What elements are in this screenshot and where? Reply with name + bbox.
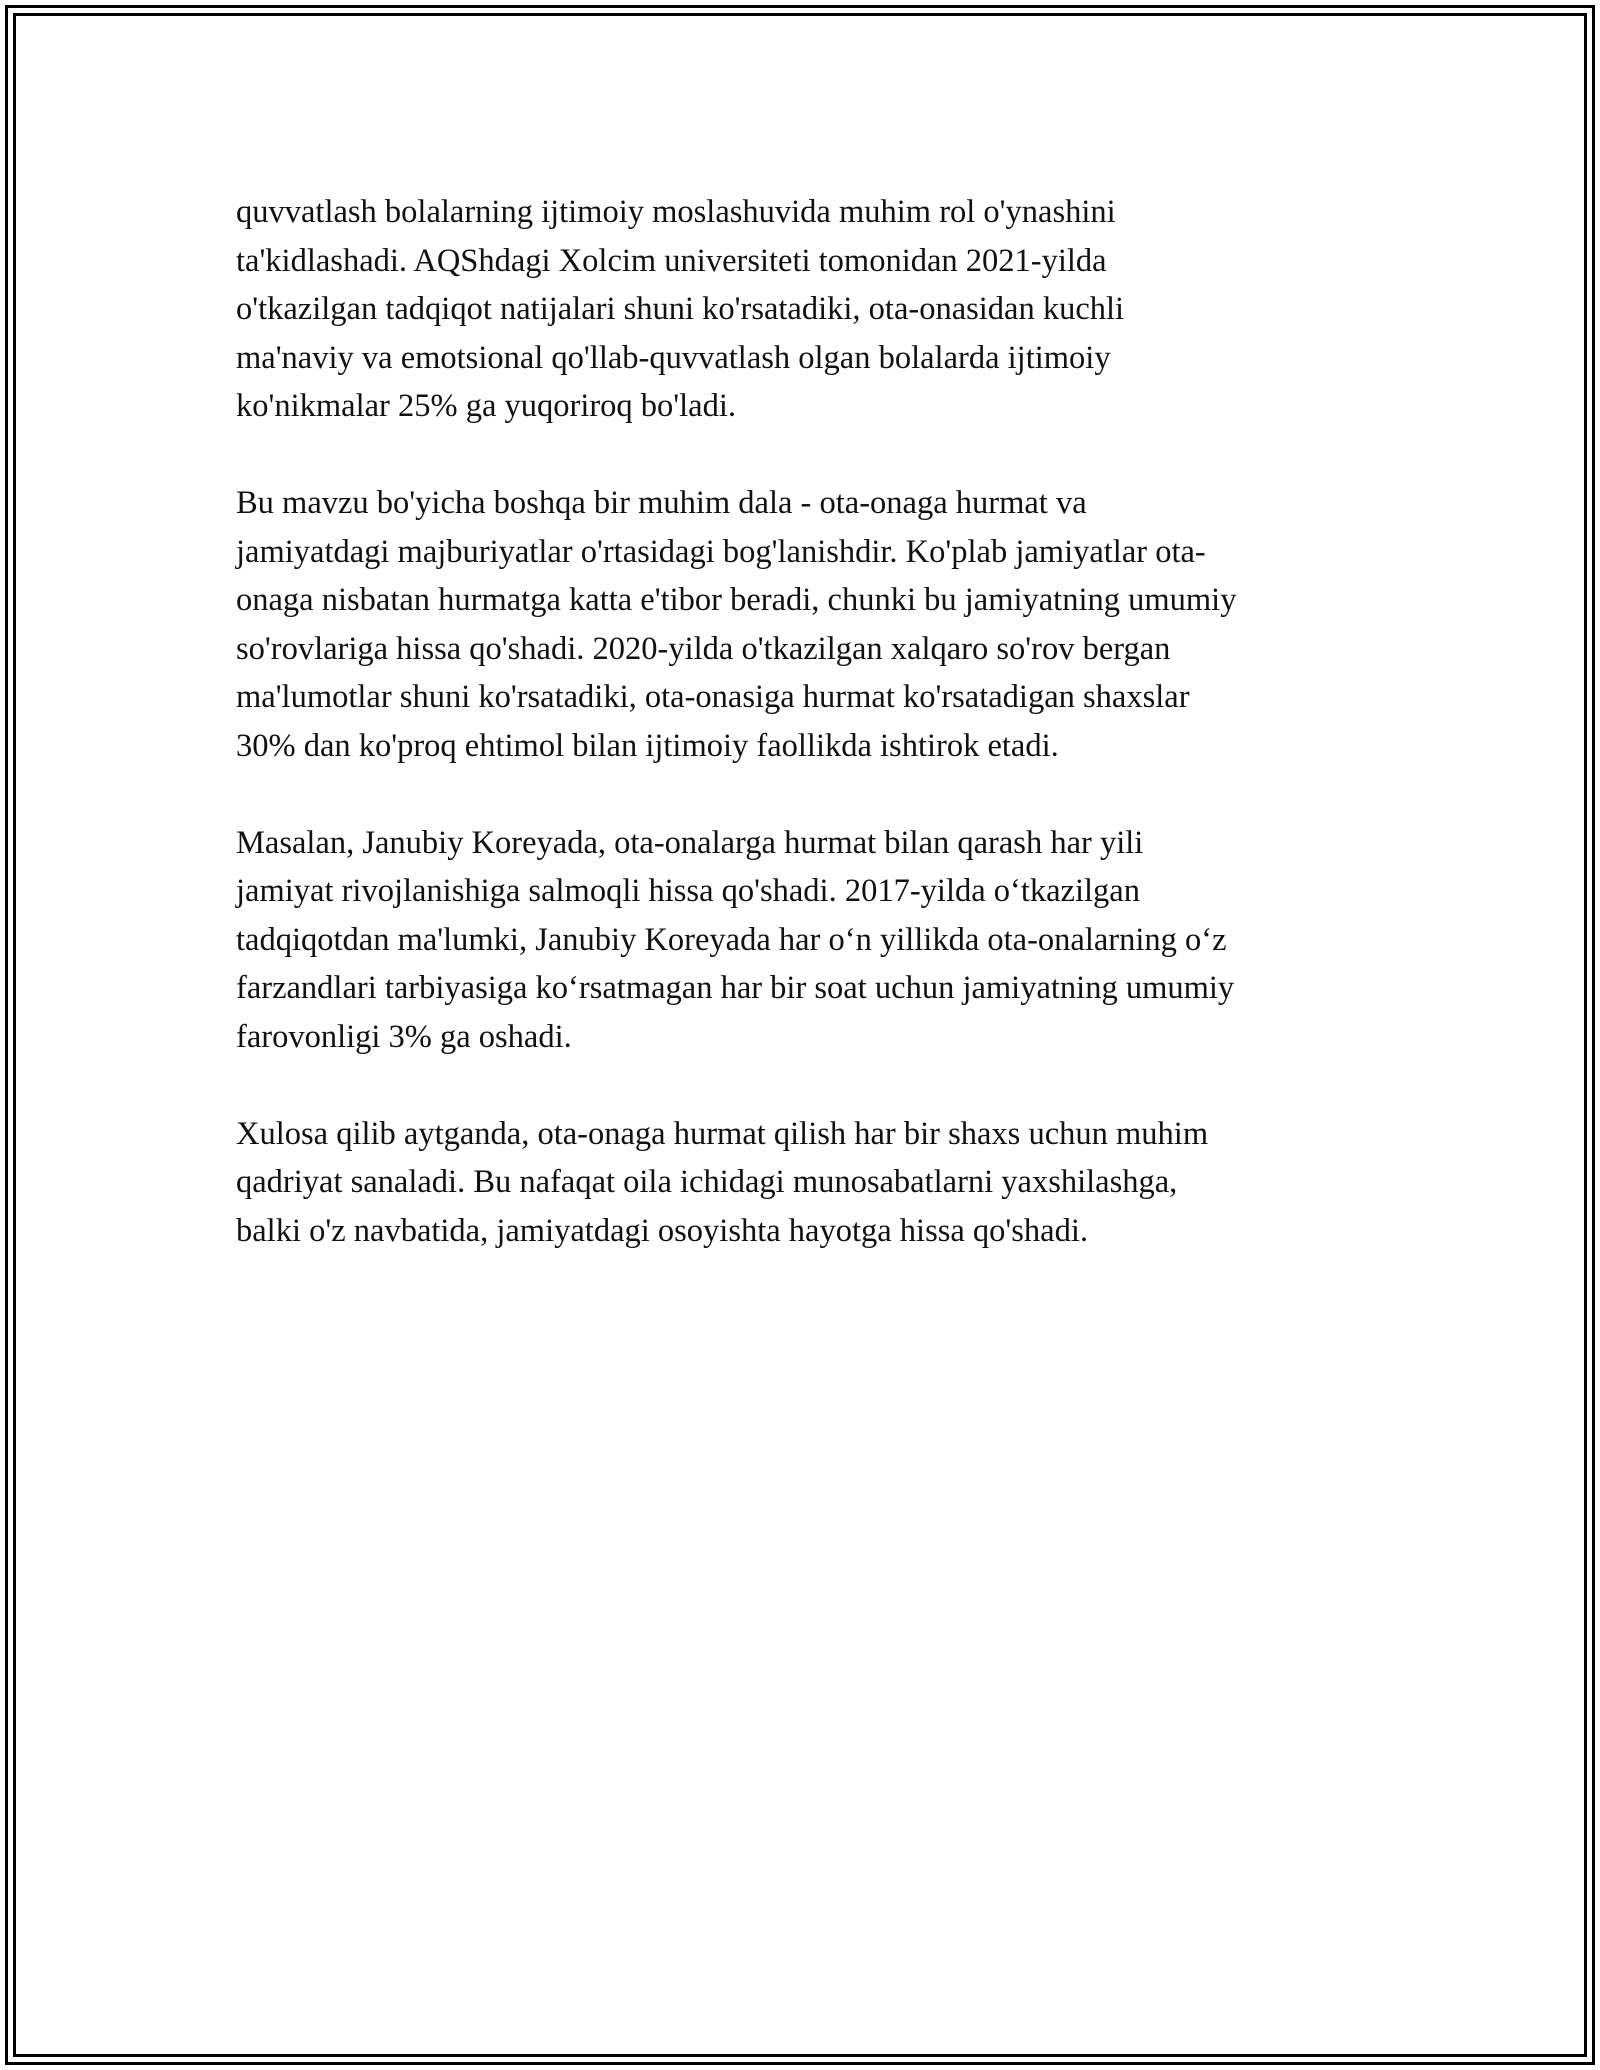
paragraph-2 <box>236 479 1386 770</box>
text-line: 30% dan ko'proq ehtimol bilan ijtimoiy faollikda ishtirok etadi. <box>236 727 1059 764</box>
text-line: ma'lumotlar shuni ko'rsatadiki, ota-onasiga hurmat ko'rsatadigan shaxslar <box>236 679 1190 715</box>
paragraph-3 <box>236 819 1386 1062</box>
text-line: o'tkazilgan tadqiqot natijalari shuni ko'rsatadiki, ota-onasidan kuchli <box>236 291 1125 327</box>
text-line: jamiyatdagi majburiyatlar o'rtasidagi bog'lanishdir. Ko'plab jamiyatlar ota- <box>236 533 1206 570</box>
text-line: qadriyat sanaladi. Bu nafaqat oila ichidagi munosabatlarni yaxshilashga, <box>236 1164 1178 1200</box>
text-line: Xulosa qilib aytganda, ota-onaga hurmat qilish har bir shaxs uchun muhim <box>236 1115 1209 1152</box>
text-line: Bu mavzu bo'yicha boshqa bir muhim dala - ota-onaga hurmat va <box>236 485 1087 521</box>
text-line: ta'kidlashadi. AQShdagi Xolcim universiteti tomonidan 2021-yilda <box>236 242 1107 279</box>
paragraph-4 <box>236 1110 1386 1256</box>
text-line: ko'nikmalar 25% ga yuqoriroq bo'ladi. <box>236 388 737 424</box>
text-line: Masalan, Janubiy Koreyada, ota-onalarga hurmat bilan qarash har yili <box>236 824 1144 861</box>
text-line: tadqiqotdan ma'lumki, Janubiy Koreyada har o‘n yillikda ota-onalarning o‘z <box>236 921 1227 958</box>
text-line: balki o'z navbatida, jamiyatdagi osoyishta hayotga hissa qo'shadi. <box>236 1212 1089 1249</box>
text-line: quvvatlash bolalarning ijtimoiy moslashuvida muhim rol o'ynashini <box>236 194 1116 230</box>
text-line: onaga nisbatan hurmatga katta e'tibor beradi, chunki bu jamiyatning umumiy <box>236 582 1237 618</box>
text-line: so'rovlariga hissa qo'shadi. 2020-yilda o'tkazilgan xalqaro so'rov bergan <box>236 630 1171 667</box>
paragraph-1 <box>236 188 1386 431</box>
text-line: jamiyat rivojlanishiga salmoqli hissa qo'shadi. 2017-yilda o‘tkazilgan <box>236 873 1140 909</box>
text-line: ma'naviy va emotsional qo'llab-quvvatlash olgan bolalarda ijtimoiy <box>236 339 1111 376</box>
document-body <box>236 188 1386 1304</box>
text-line: farovonligi 3% ga oshadi. <box>236 1018 572 1055</box>
text-line: farzandlari tarbiyasiga ko‘rsatmagan har bir soat uchun jamiyatning umumiy <box>236 970 1235 1006</box>
